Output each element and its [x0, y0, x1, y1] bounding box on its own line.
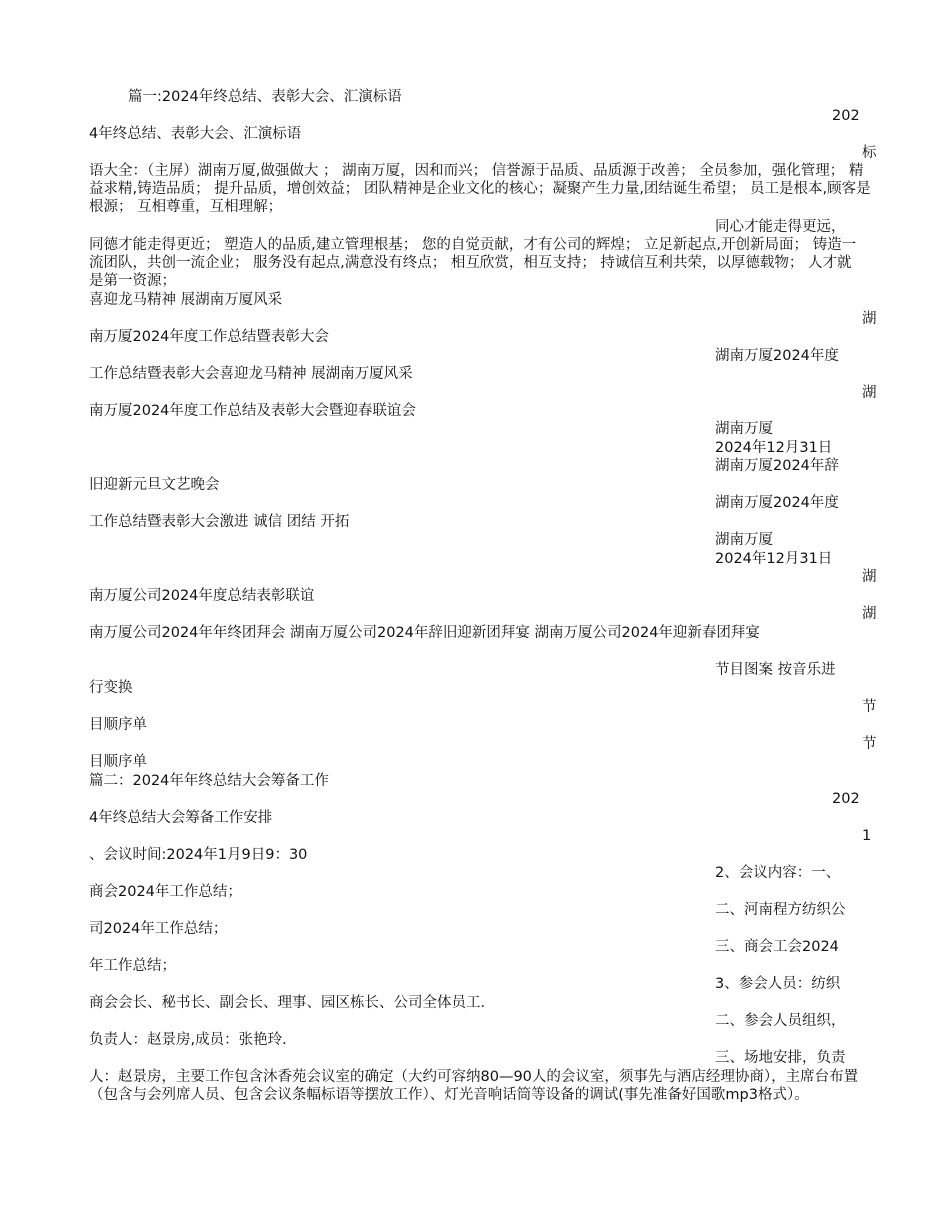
text-line: 节	[862, 699, 877, 715]
section-two-heading: 篇二：2024年年终总结大会筹备工作	[89, 773, 329, 789]
text-line: 202	[832, 791, 860, 807]
text-line: 湖南万厦2024年度	[715, 348, 839, 364]
text-line: 南万厦2024年度工作总结暨表彰大会	[89, 329, 329, 345]
text-line: 湖南万厦2024年辞	[715, 458, 839, 474]
text-line: 南万厦2024年度工作总结及表彰大会暨迎春联谊会	[89, 403, 416, 419]
text-line: 湖	[862, 569, 877, 585]
date-line: 2024年12月31日	[715, 551, 833, 567]
slogan-paragraph: 语大全：（主屏）湖南万厦,做强做大 ； 湖南万厦，因和而兴； 信誉源于品质、品质源于改善； 全员参加，强化管理； 精益求精,铸造品质； 提升品质，增创效益； 团队精神是企业文化的核心；凝聚产生力量,团结诞生希望； 员工是根本,顾客是根源； 互相尊重，互相理解；	[89, 163, 871, 215]
section-one-heading: 篇一:2024年终总结、表彰大会、汇演标语	[128, 89, 402, 105]
text-line: 湖南万厦	[715, 532, 773, 548]
text-line: 商会2024年工作总结；	[89, 884, 242, 900]
text-line: 目顺序单	[89, 717, 147, 733]
text-line: 行变换	[89, 680, 133, 696]
text-line: 1	[862, 828, 872, 844]
text-line: 二、参会人员组织，	[715, 1013, 846, 1029]
text-line: 司2024年工作总结；	[89, 921, 228, 937]
text-line: 工作总结暨表彰大会激进 诚信 团结 开拓	[89, 514, 350, 530]
text-line: 湖南万厦2024年度	[715, 495, 839, 511]
text-line: 二、河南程方纺织公	[715, 902, 846, 918]
text-line: 202	[832, 108, 860, 124]
date-line: 2024年12月31日	[715, 440, 833, 456]
text-line: 商会会长、秘书长、副会长、理事、园区栋长、公司全体员工．	[89, 995, 495, 1011]
text-line: 湖南万厦	[715, 421, 773, 437]
text-line: 喜迎龙马精神 展湖南万厦风采	[89, 292, 283, 308]
text-line: 三、商会工会2024	[715, 939, 839, 955]
text-line: 三、场地安排，负责	[715, 1050, 846, 1066]
text-line: 湖	[862, 606, 877, 622]
text-line: 南万厦公司2024年度总结表彰联谊	[89, 588, 315, 604]
text-paragraph: 南万厦公司2024年年终团拜会 湖南万厦公司2024年辞旧迎新团拜宴 湖南万厦公司2024年迎新春团拜宴	[89, 625, 760, 641]
text-line: 4年终总结大会筹备工作安排	[89, 810, 273, 826]
text-line: 同心才能走得更远，	[715, 219, 846, 235]
text-line: 旧迎新元旦文艺晚会	[89, 477, 220, 493]
text-line: 年工作总结；	[89, 958, 176, 974]
text-line: 目顺序单	[89, 754, 147, 770]
text-line: 节	[862, 736, 877, 752]
text-paragraph: 人：赵景房，主要工作包含沐香苑会议室的确定（大约可容纳80—90人的会议室，须事先与酒店经理协商），主席台布置（包含与会列席人员、包含会议条幅标语等摆放工作）、灯光音响话筒等设备的调试(事先准备好国歌mp3格式）。	[89, 1069, 859, 1103]
text-line: 节目图案 按音乐进	[715, 662, 836, 678]
text-line: 3、参会人员：纺织	[715, 976, 841, 992]
slogan-paragraph: 同德才能走得更近； 塑造人的品质,建立管理根基； 您的自觉贡献，才有公司的辉煌； 立足新起点,开创新局面； 铸造一流团队，共创一流企业； 服务没有起点,满意没有终点； 相互欣赏，相互支持； 持诚信互利共荣，以厚德载物； 人才就是第一资源；	[89, 237, 857, 289]
text-line: 湖	[862, 385, 877, 401]
text-line: 2、会议内容：一、	[715, 865, 841, 881]
text-line: 、会议时间:2024年1月9日9：30	[89, 847, 308, 863]
text-line: 湖	[862, 311, 877, 327]
text-line: 标	[862, 145, 877, 161]
text-line: 工作总结暨表彰大会喜迎龙马精神 展湖南万厦风采	[89, 366, 413, 382]
text-line: 负责人：赵景房,成员：张艳玲．	[89, 1032, 297, 1048]
text-line: 4年终总结、表彰大会、汇演标语	[89, 126, 302, 142]
